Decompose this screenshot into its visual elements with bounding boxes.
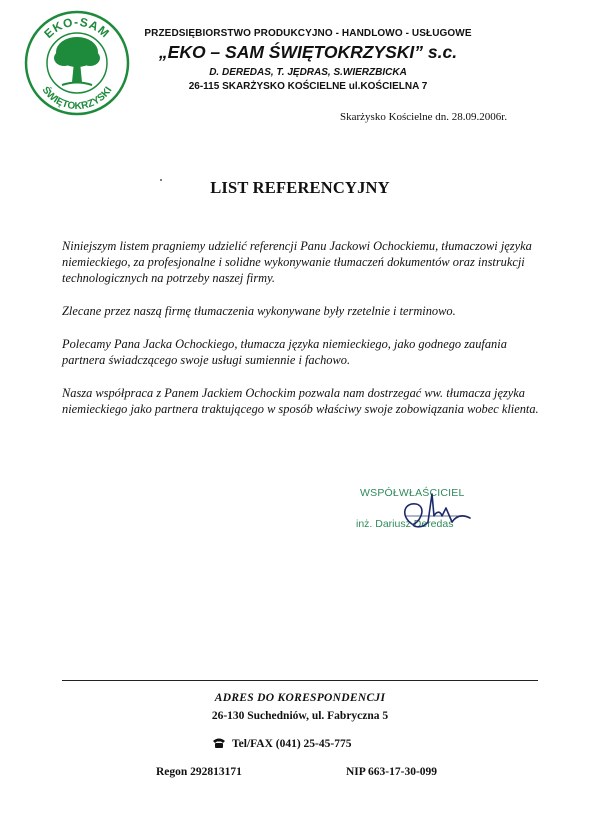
handwritten-signature xyxy=(370,486,480,536)
company-logo xyxy=(24,10,130,116)
company-type: PRZEDSIĘBIORSTWO PRODUKCYJNO - HANDLOWO - USŁUGOWE xyxy=(144,28,472,39)
signature-name: inż. Dariusz Deredas xyxy=(356,518,454,530)
paragraph: Polecamy Pana Jacka Ochockiego, tłumacza języka niemieckiego, jako godnego zaufania partnera świadczącego swoje usługi sumiennie i fachowo. xyxy=(62,337,507,367)
nip-number: NIP 663-17-30-099 xyxy=(346,766,438,778)
paragraph: Nasza współpraca z Panem Jackiem Ochockim pozwala nam dostrzegać ww. tłumacza języka niemieckiego jako partnera traktującego w sposób właściwy swoje zobowiązania wobec klienta. xyxy=(62,386,539,416)
company-owners: D. DEREDAS, T. JĘDRAS, S.WIERZBICKA xyxy=(209,67,407,78)
company-name: „EKO – SAM ŚWIĘTOKRZYSKI” s.c. xyxy=(158,42,458,62)
letterhead xyxy=(138,28,478,92)
letter-date: Skarżysko Kościelne dn. 28.09.2006r. xyxy=(340,111,508,123)
signature-role: WSPÓŁWŁAŚCICIEL xyxy=(360,487,465,499)
correspondence-address: 26-130 Suchedniów, ul. Fabryczna 5 xyxy=(211,710,389,722)
logo-top-text: EKO-SAM xyxy=(41,14,113,41)
paragraph: Niniejszym listem pragniemy udzielić referencji Panu Jackowi Ochockiemu, tłumaczowi języka niemieckiego, za profesjonalne i solidne wykonywanie tłumaczeń dokumentów oraz instrukcji technologicznych na potrzeby naszej firmy. xyxy=(62,239,532,285)
regon-number: Regon 292813171 xyxy=(156,766,242,778)
paragraph: Zlecane przez naszą firmę tłumaczenia wykonywane były rzetelnie i terminowo. xyxy=(62,304,456,318)
letter-body xyxy=(62,238,540,434)
letter-title: LIST REFERENCYJNY xyxy=(210,178,390,197)
footer-divider xyxy=(62,680,538,681)
phone-line xyxy=(212,737,351,750)
correspondence-title: ADRES DO KORESPONDENCJI xyxy=(214,692,386,704)
company-address: 26-115 SKARŻYSKO KOŚCIELNE ul.KOŚCIELNA 7 xyxy=(188,81,428,92)
telephone-icon xyxy=(212,737,226,749)
signature-stamp xyxy=(340,482,540,542)
logo-bottom-text: ŚWIĘTOKRZYSKI xyxy=(39,84,115,113)
phone-number: Tel/FAX (041) 25-45-775 xyxy=(232,738,352,750)
